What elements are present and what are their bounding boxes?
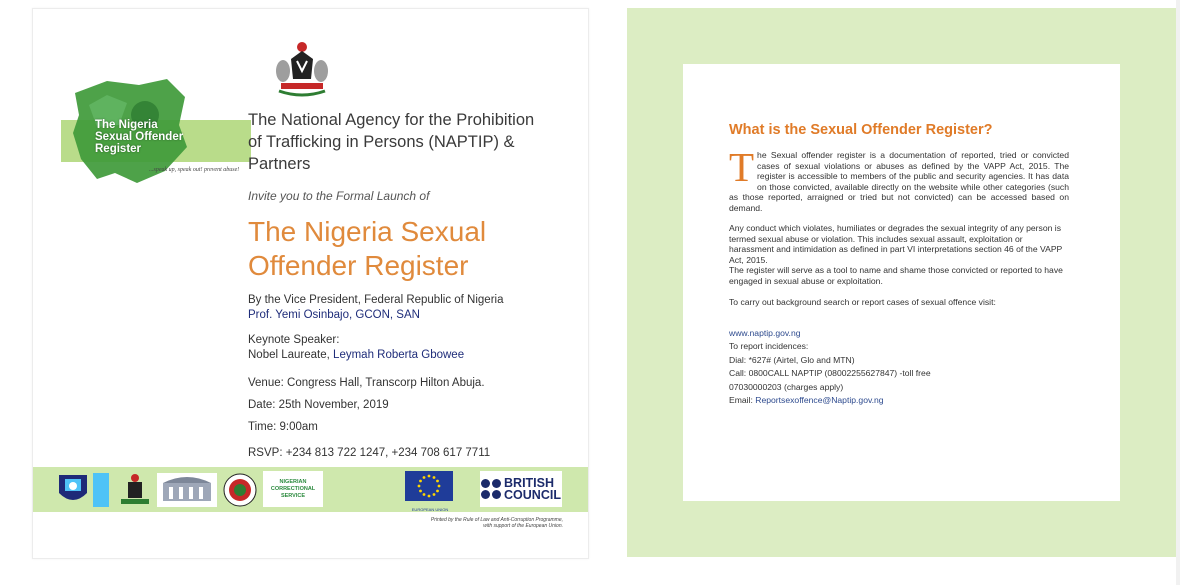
drop-cap: T [729, 144, 755, 190]
info-body [729, 144, 1069, 408]
rsvp: RSVP: +234 813 722 1247, +234 708 617 7711 [248, 447, 491, 459]
flag-stripe-icon [91, 473, 111, 507]
venue: Venue: Congress Hall, Transcorp Hilton Abuja. [248, 377, 485, 389]
correctional-service-logo: NIGERIAN CORRECTIONAL SERVICE [263, 471, 323, 507]
british-council-logo: BRITISH COUNCIL [480, 471, 562, 507]
register-logo [61, 75, 241, 187]
invitation-text [248, 109, 578, 459]
building-logo-icon [157, 473, 217, 507]
logo-title: The Nigeria Sexual Offender Register [95, 119, 184, 155]
printer-footnote: Printed by the Rule of Law and Anti-Corruption Programme, with support of the European Union. [430, 517, 563, 529]
email-link[interactable]: Reportsexoffence@Naptip.gov.ng [755, 395, 884, 405]
abuse-paragraph: Any conduct which violates, humiliates or degrades the sexual integrity of any person is termed sexual abuse or violation. This includes sexual assault, exploitation or harassment and intimidation as defined in part VI interpretations section 46 of the VAPP Act, 2015. The register will serve as a tool to name and shame those convicted or reported to have engaged in sexual abuse or exploitation. [729, 223, 1063, 286]
british-council-dots-icon [481, 479, 501, 499]
partner-logo-bar [33, 467, 588, 512]
date: Date: 25th November, 2019 [248, 399, 389, 411]
website-link[interactable]: www.naptip.gov.ng [729, 327, 801, 338]
event-title: The Nigeria Sexual Offender Register [248, 216, 487, 281]
round-seal-icon [223, 473, 257, 507]
scrollbar[interactable] [1176, 0, 1180, 585]
keynote-name: Leymah Roberta Gbowee [333, 349, 465, 361]
host-name: Prof. Yemi Osinbajo, GCON, SAN [248, 309, 420, 321]
definition-paragraph: The Sexual offender register is a documentation of reported, tried or convicted cases of sexual violations or abuses as defined by the VAPP Act, 2015. The register is accessible to members of the public and security agencies. It has data on those convicted, available directly on the website while other categories (such as those reported, arraigned or tried but not convicted) can be accessed based on demand. [729, 144, 1069, 213]
eu-flag-icon [405, 471, 453, 501]
police-shield-icon [57, 473, 89, 507]
eu-label: EUROPEAN UNION [411, 507, 449, 512]
invite-text: Invite you to the Formal Launch of [248, 189, 430, 203]
logo-tagline: ...speak up, speak out! prevent abuse! [149, 167, 240, 173]
phone-line: 07030000203 (charges apply) [729, 381, 844, 392]
invitation-card [32, 8, 589, 559]
host-line: By the Vice President, Federal Republic of Nigeria [248, 294, 504, 306]
info-panel [683, 64, 1120, 501]
info-title: What is the Sexual Offender Register? [729, 122, 993, 138]
report-label: To report incidences: [729, 341, 809, 351]
coat-of-arms-small-icon [117, 473, 153, 507]
contact-block [729, 327, 1069, 408]
info-card [627, 8, 1176, 557]
agency-name: The National Agency for the Prohibition of Trafficking in Persons (NAPTIP) & Partners [248, 111, 535, 173]
email-line: Email: Reportsexoffence@Naptip.gov.ng [729, 395, 884, 405]
coat-of-arms-icon [271, 39, 333, 101]
search-instruction: To carry out background search or report cases of sexual offence visit: [729, 297, 996, 307]
dial-line: Dial: *627# (Airtel, Glo and MTN) [729, 354, 855, 365]
time: Time: 9:00am [248, 421, 318, 433]
eu-logo [405, 471, 455, 512]
keynote-speaker: Keynote Speaker: Nobel Laureate, Leymah Roberta Gbowee [248, 334, 465, 361]
call-line: Call: 0800CALL NAPTIP (08002255627847) -toll free [729, 368, 931, 378]
